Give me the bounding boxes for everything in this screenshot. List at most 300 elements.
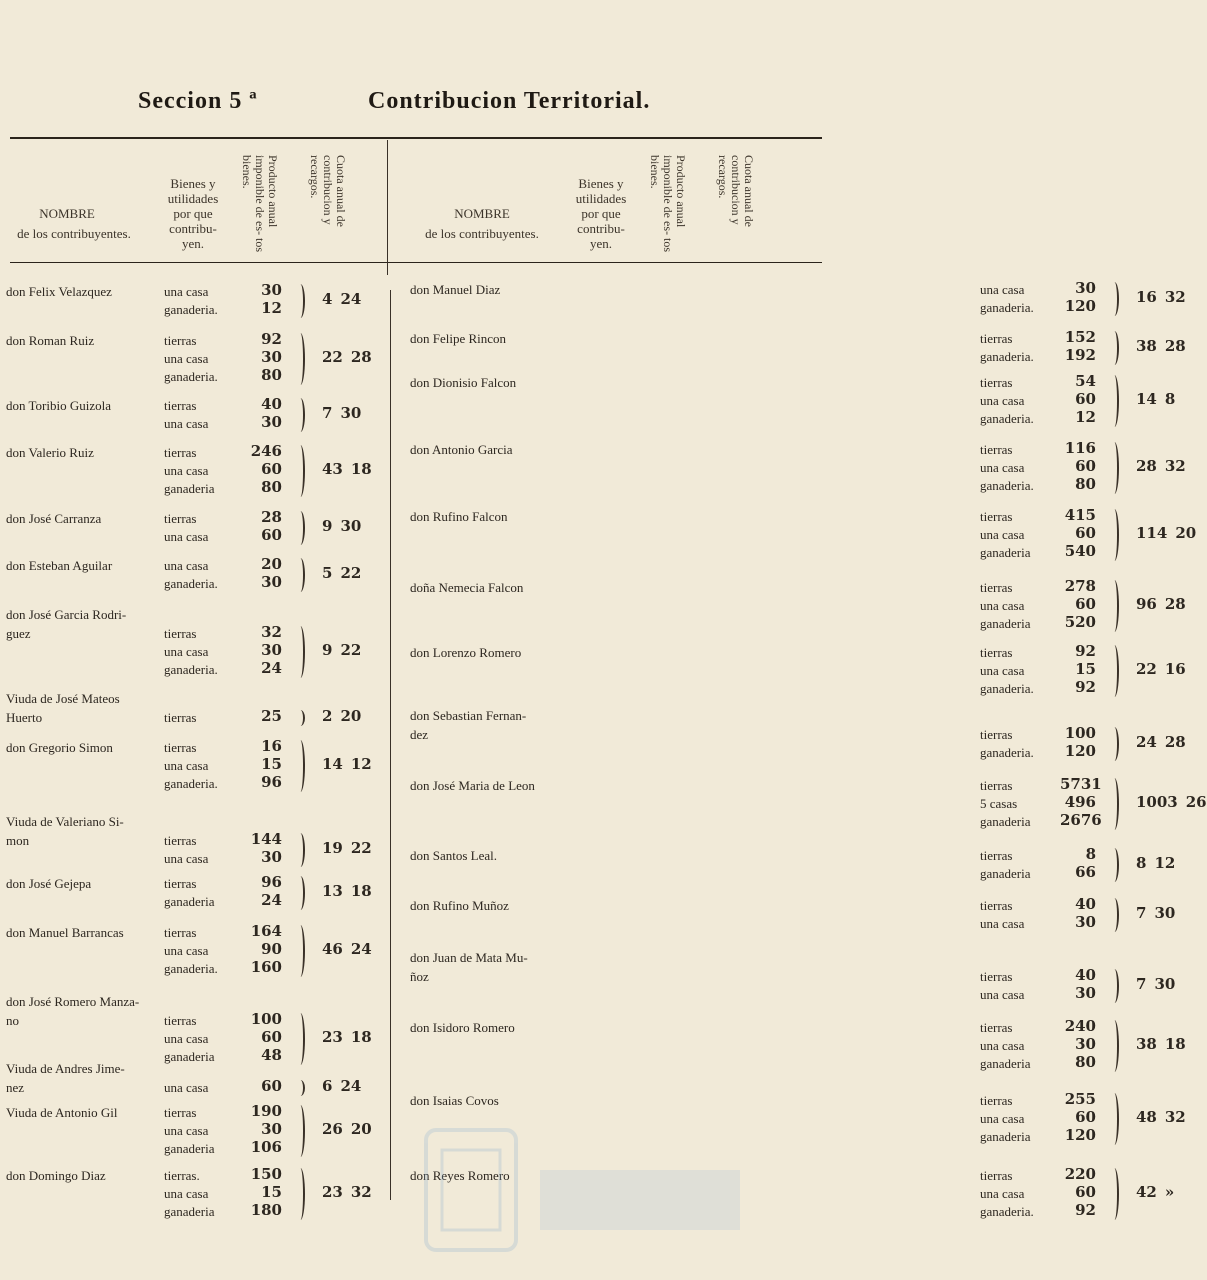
brace bbox=[296, 626, 305, 678]
cuota-cents: 32 bbox=[1164, 288, 1186, 306]
product-amount: 92 bbox=[1075, 678, 1096, 696]
cuota-pesos: 7 bbox=[1136, 975, 1147, 993]
cuota-cents: 12 bbox=[1154, 854, 1176, 872]
property-label: una casa bbox=[164, 529, 209, 544]
property-label: ganaderia. bbox=[164, 961, 218, 976]
brace bbox=[296, 1168, 305, 1220]
contributor-name: Viuda de Andres Jime- bbox=[6, 1061, 125, 1076]
property-label: una casa bbox=[980, 987, 1025, 1002]
product-amount: 152 bbox=[1064, 328, 1096, 346]
cuota-amount bbox=[322, 1028, 372, 1046]
cuota-cents: 22 bbox=[340, 564, 362, 582]
product-amount: 180 bbox=[250, 1201, 282, 1219]
product-amount: 8 bbox=[1085, 845, 1096, 863]
property-label: tierras bbox=[980, 375, 1013, 390]
cuota-cents: 30 bbox=[1154, 904, 1176, 922]
property-label: tierras bbox=[164, 333, 197, 348]
property-label: ganaderia bbox=[164, 1141, 215, 1156]
cuota-amount bbox=[322, 290, 361, 308]
product-amount: 278 bbox=[1064, 577, 1096, 595]
contributor-name: don Santos Leal. bbox=[410, 848, 498, 863]
property-label: tierras bbox=[980, 509, 1013, 524]
left-header-producto: Producto anual imponible de es- tos bienes. bbox=[240, 155, 280, 252]
property-label: tierras bbox=[164, 511, 197, 526]
cuota-pesos: 26 bbox=[322, 1120, 343, 1138]
contributor-name: don Rufino Muñoz bbox=[410, 898, 509, 913]
cuota-amount bbox=[322, 707, 361, 725]
cuota-cents: 12 bbox=[350, 755, 372, 773]
cuota-amount bbox=[1136, 660, 1186, 678]
cuota-amount bbox=[322, 839, 372, 857]
cuota-pesos: 2 bbox=[322, 707, 333, 725]
section-number: Seccion 5 ª bbox=[138, 88, 258, 114]
property-label: una casa bbox=[980, 1186, 1025, 1201]
property-label: ganaderia bbox=[164, 894, 215, 909]
property-label: una casa bbox=[164, 351, 209, 366]
column-divider bbox=[390, 290, 391, 1200]
cuota-pesos: 23 bbox=[322, 1028, 343, 1046]
brace bbox=[296, 1105, 305, 1157]
brace bbox=[1110, 1168, 1119, 1220]
contributor-name: don Rufino Falcon bbox=[410, 509, 508, 524]
property-label: una casa bbox=[980, 598, 1025, 613]
property-label: tierras bbox=[164, 1013, 197, 1028]
brace bbox=[296, 398, 305, 432]
contributor-name: don José Carranza bbox=[6, 511, 102, 526]
product-amount: 160 bbox=[250, 958, 282, 976]
cuota-pesos: 24 bbox=[1136, 733, 1157, 751]
cuota-amount bbox=[1136, 457, 1186, 475]
product-amount: 40 bbox=[1075, 895, 1096, 913]
contributor-name: don Isidoro Romero bbox=[410, 1020, 515, 1035]
product-amount: 80 bbox=[261, 366, 282, 384]
product-amount: 30 bbox=[261, 413, 282, 431]
property-label: ganaderia. bbox=[980, 300, 1034, 315]
cuota-cents: 20 bbox=[1175, 524, 1197, 542]
cuota-amount bbox=[322, 1120, 372, 1138]
property-label: una casa bbox=[980, 527, 1025, 542]
cuota-cents: 24 bbox=[350, 940, 372, 958]
property-label: ganaderia. bbox=[164, 576, 218, 591]
brace bbox=[1110, 645, 1119, 697]
cuota-amount bbox=[322, 1183, 372, 1201]
property-label: ganaderia. bbox=[164, 369, 218, 384]
property-label: una casa bbox=[980, 1111, 1025, 1126]
right-header-nombre: NOMBRE bbox=[454, 206, 510, 221]
cuota-amount bbox=[322, 882, 372, 900]
cuota-cents: 20 bbox=[350, 1120, 372, 1138]
brace bbox=[1110, 1093, 1119, 1145]
property-label: ganaderia bbox=[980, 616, 1031, 631]
contributor-name: don Juan de Mata Mu- bbox=[410, 950, 528, 965]
brace bbox=[296, 1013, 305, 1065]
cuota-amount bbox=[1136, 793, 1207, 811]
product-amount: 30 bbox=[1075, 279, 1096, 297]
property-label: una casa bbox=[980, 916, 1025, 931]
cuota-cents: 18 bbox=[350, 1028, 372, 1046]
property-label: una casa bbox=[164, 644, 209, 659]
cuota-pesos: 19 bbox=[322, 839, 343, 857]
cuota-cents: 32 bbox=[350, 1183, 372, 1201]
cuota-cents: 28 bbox=[1164, 733, 1186, 751]
property-label: ganaderia bbox=[980, 814, 1031, 829]
product-amount: 96 bbox=[261, 873, 282, 891]
property-label: tierras bbox=[164, 833, 197, 848]
library-watermark bbox=[420, 1110, 750, 1260]
left-header-de-los: de los contribuyentes. bbox=[17, 226, 131, 241]
cuota-amount bbox=[322, 404, 361, 422]
product-amount: 30 bbox=[261, 573, 282, 591]
cuota-amount bbox=[1136, 337, 1186, 355]
property-label: una casa bbox=[164, 416, 209, 431]
property-label: tierras bbox=[164, 398, 197, 413]
property-label: una casa bbox=[980, 282, 1025, 297]
cuota-pesos: 43 bbox=[322, 460, 343, 478]
product-amount: 2676 bbox=[1060, 811, 1102, 829]
product-amount: 96 bbox=[261, 773, 282, 791]
brace bbox=[1110, 848, 1119, 882]
section-heading: Contribucion Territorial. bbox=[368, 88, 651, 114]
right-header-cuota: Cuota anual de contribucion y recargos. bbox=[716, 155, 756, 227]
product-amount: 12 bbox=[261, 299, 282, 317]
property-label: tierras bbox=[980, 1168, 1013, 1183]
cuota-amount bbox=[1136, 390, 1175, 408]
product-amount: 116 bbox=[1064, 439, 1096, 457]
contributor-name: dez bbox=[410, 727, 429, 742]
cuota-cents: 28 bbox=[1164, 337, 1186, 355]
contributor-name: don Felipe Rincon bbox=[410, 331, 507, 346]
cuota-pesos: 1003 bbox=[1136, 793, 1178, 811]
brace bbox=[1110, 580, 1119, 632]
right-header-bienes: Bienes y utilidades por que contribu- yen. bbox=[575, 176, 627, 251]
product-amount: 120 bbox=[1064, 1126, 1096, 1144]
brace bbox=[1110, 442, 1119, 494]
contributor-name: Huerto bbox=[6, 710, 43, 725]
cuota-amount bbox=[1136, 1183, 1174, 1201]
contributor-name: don Sebastian Fernan- bbox=[410, 708, 527, 723]
header-rule bbox=[10, 262, 822, 263]
cuota-amount bbox=[322, 460, 372, 478]
cuota-amount bbox=[322, 1077, 361, 1095]
cuota-amount bbox=[1136, 595, 1186, 613]
property-label: ganaderia bbox=[164, 1204, 215, 1219]
property-label: una casa bbox=[164, 1031, 209, 1046]
brace bbox=[1110, 969, 1119, 1003]
product-amount: 40 bbox=[1075, 966, 1096, 984]
product-amount: 5731 bbox=[1060, 775, 1102, 793]
product-amount: 60 bbox=[1075, 595, 1096, 613]
property-label: una casa bbox=[164, 558, 209, 573]
cuota-amount bbox=[1136, 524, 1196, 542]
product-amount: 30 bbox=[1075, 913, 1096, 931]
property-label: tierras bbox=[980, 1093, 1013, 1108]
property-label: ganaderia. bbox=[980, 745, 1034, 760]
property-label: 5 casas bbox=[980, 796, 1018, 811]
property-label: tierras bbox=[980, 848, 1013, 863]
product-amount: 80 bbox=[261, 478, 282, 496]
property-label: ganaderia. bbox=[980, 349, 1034, 364]
product-amount: 15 bbox=[261, 1183, 282, 1201]
contributor-name: ñoz bbox=[410, 969, 429, 984]
property-label: una casa bbox=[164, 851, 209, 866]
brace bbox=[1110, 898, 1119, 932]
property-label: tierras bbox=[980, 898, 1013, 913]
contributor-name: don Toribio Guizola bbox=[6, 398, 112, 413]
brace bbox=[1110, 282, 1119, 316]
property-label: ganaderia. bbox=[980, 411, 1034, 426]
product-amount: 60 bbox=[1075, 1108, 1096, 1126]
cuota-amount bbox=[322, 755, 372, 773]
product-amount: 246 bbox=[250, 442, 282, 460]
product-amount: 60 bbox=[1075, 1183, 1096, 1201]
product-amount: 15 bbox=[261, 755, 282, 773]
left-header-nombre: NOMBRE bbox=[39, 206, 95, 221]
cuota-pesos: 9 bbox=[322, 641, 333, 659]
brace bbox=[296, 558, 305, 592]
product-amount: 30 bbox=[261, 348, 282, 366]
contributor-name: don Reyes Romero bbox=[410, 1168, 510, 1183]
brace bbox=[296, 710, 305, 726]
product-amount: 20 bbox=[261, 555, 282, 573]
product-amount: 80 bbox=[1075, 1053, 1096, 1071]
brace bbox=[296, 833, 305, 867]
property-label: ganaderia bbox=[980, 545, 1031, 560]
cuota-pesos: 96 bbox=[1136, 595, 1157, 613]
contributor-name: don José Romero Manza- bbox=[6, 994, 140, 1009]
left-header-bienes: Bienes y utilidades por que contribu- yen. bbox=[167, 176, 219, 251]
right-header-producto: Producto anual imponible de es- tos bienes. bbox=[648, 155, 688, 252]
cuota-pesos: 23 bbox=[322, 1183, 343, 1201]
property-label: tierras bbox=[980, 969, 1013, 984]
cuota-pesos: 46 bbox=[322, 940, 343, 958]
contributor-name: Viuda de Antonio Gil bbox=[6, 1105, 118, 1120]
cuota-pesos: 48 bbox=[1136, 1108, 1157, 1126]
brace bbox=[296, 1080, 305, 1096]
cuota-cents: » bbox=[1164, 1183, 1175, 1201]
contributor-name: don Gregorio Simon bbox=[6, 740, 113, 755]
cuota-pesos: 114 bbox=[1136, 524, 1168, 542]
cuota-pesos: 16 bbox=[1136, 288, 1157, 306]
cuota-pesos: 6 bbox=[322, 1077, 333, 1095]
property-label: tierras bbox=[164, 876, 197, 891]
product-amount: 16 bbox=[261, 737, 282, 755]
product-amount: 540 bbox=[1064, 542, 1096, 560]
cuota-pesos: 4 bbox=[322, 290, 333, 308]
product-amount: 92 bbox=[1075, 642, 1096, 660]
cuota-amount bbox=[1136, 733, 1186, 751]
product-amount: 24 bbox=[261, 891, 282, 909]
product-amount: 30 bbox=[261, 1120, 282, 1138]
brace bbox=[1110, 331, 1119, 365]
property-label: ganaderia. bbox=[980, 478, 1034, 493]
contributor-name: no bbox=[6, 1013, 19, 1028]
property-label: tierras bbox=[164, 1105, 197, 1120]
cuota-cents: 20 bbox=[340, 707, 362, 725]
product-amount: 240 bbox=[1064, 1017, 1096, 1035]
product-amount: 30 bbox=[261, 281, 282, 299]
cuota-cents: 24 bbox=[340, 1077, 362, 1095]
property-label: ganaderia. bbox=[164, 662, 218, 677]
product-amount: 120 bbox=[1064, 297, 1096, 315]
product-amount: 30 bbox=[1075, 1035, 1096, 1053]
brace bbox=[1110, 375, 1119, 427]
brace bbox=[296, 445, 305, 497]
product-amount: 192 bbox=[1064, 346, 1096, 364]
cuota-amount bbox=[322, 348, 372, 366]
product-amount: 60 bbox=[1075, 457, 1096, 475]
product-amount: 66 bbox=[1075, 863, 1096, 881]
cuota-amount bbox=[322, 940, 372, 958]
cuota-cents: 28 bbox=[350, 348, 372, 366]
contributor-name: don Manuel Barrancas bbox=[6, 925, 124, 940]
cuota-cents: 28 bbox=[1164, 595, 1186, 613]
property-label: tierras bbox=[164, 626, 197, 641]
property-label: una casa bbox=[980, 663, 1025, 678]
brace bbox=[296, 876, 305, 910]
property-label: ganaderia. bbox=[164, 302, 218, 317]
column-divider-header bbox=[387, 140, 388, 275]
property-label: tierras bbox=[164, 740, 197, 755]
cuota-pesos: 14 bbox=[1136, 390, 1157, 408]
brace bbox=[296, 925, 305, 977]
contributor-name: mon bbox=[6, 833, 30, 848]
cuota-cents: 30 bbox=[340, 517, 362, 535]
property-label: ganaderia bbox=[980, 1056, 1031, 1071]
cuota-cents: 30 bbox=[340, 404, 362, 422]
contributor-name: don Antonio Garcia bbox=[410, 442, 513, 457]
cuota-pesos: 28 bbox=[1136, 457, 1157, 475]
cuota-cents: 24 bbox=[340, 290, 362, 308]
product-amount: 28 bbox=[261, 508, 282, 526]
cuota-pesos: 7 bbox=[1136, 904, 1147, 922]
product-amount: 100 bbox=[250, 1010, 282, 1028]
product-amount: 80 bbox=[1075, 475, 1096, 493]
product-amount: 150 bbox=[250, 1165, 282, 1183]
product-amount: 48 bbox=[261, 1046, 282, 1064]
product-amount: 12 bbox=[1075, 408, 1096, 426]
brace bbox=[1110, 1020, 1119, 1072]
cuota-pesos: 14 bbox=[322, 755, 343, 773]
contributor-name: Viuda de Valeriano Si- bbox=[6, 814, 124, 829]
property-label: ganaderia. bbox=[164, 776, 218, 791]
brace bbox=[1110, 778, 1119, 830]
product-amount: 220 bbox=[1064, 1165, 1096, 1183]
product-amount: 60 bbox=[261, 1028, 282, 1046]
property-label: tierras bbox=[980, 442, 1013, 457]
product-amount: 520 bbox=[1064, 613, 1096, 631]
brace bbox=[296, 284, 305, 318]
product-amount: 106 bbox=[250, 1138, 282, 1156]
property-label: ganaderia bbox=[164, 1049, 215, 1064]
cuota-pesos: 13 bbox=[322, 882, 343, 900]
property-label: tierras bbox=[980, 645, 1013, 660]
contributor-name: nez bbox=[6, 1080, 25, 1095]
product-amount: 60 bbox=[1075, 524, 1096, 542]
contributor-name: don Manuel Diaz bbox=[410, 282, 501, 297]
product-amount: 30 bbox=[261, 848, 282, 866]
product-amount: 496 bbox=[1064, 793, 1096, 811]
cuota-cents: 30 bbox=[1154, 975, 1176, 993]
cuota-cents: 18 bbox=[350, 460, 372, 478]
cuota-amount bbox=[1136, 288, 1186, 306]
cuota-pesos: 38 bbox=[1136, 1035, 1157, 1053]
cuota-cents: 32 bbox=[1164, 457, 1186, 475]
property-label: una casa bbox=[980, 393, 1025, 408]
contributor-name: don José Maria de Leon bbox=[410, 778, 535, 793]
cuota-pesos: 7 bbox=[322, 404, 333, 422]
property-label: tierras bbox=[980, 580, 1013, 595]
cuota-amount bbox=[1136, 904, 1175, 922]
product-amount: 60 bbox=[1075, 390, 1096, 408]
product-amount: 60 bbox=[261, 460, 282, 478]
cuota-cents: 22 bbox=[340, 641, 362, 659]
top-rule bbox=[10, 137, 822, 139]
brace bbox=[296, 511, 305, 545]
property-label: ganaderia bbox=[980, 1129, 1031, 1144]
product-amount: 15 bbox=[1075, 660, 1096, 678]
property-label: ganaderia. bbox=[980, 681, 1034, 696]
product-amount: 24 bbox=[261, 659, 282, 677]
property-label: tierras bbox=[164, 710, 197, 725]
cuota-cents: 8 bbox=[1164, 390, 1176, 408]
contributor-name: don Roman Ruiz bbox=[6, 333, 95, 348]
product-amount: 25 bbox=[261, 707, 282, 725]
cuota-pesos: 8 bbox=[1136, 854, 1147, 872]
product-amount: 90 bbox=[261, 940, 282, 958]
property-label: una casa bbox=[164, 1186, 209, 1201]
contributor-name: Viuda de José Mateos bbox=[6, 691, 120, 706]
product-amount: 54 bbox=[1075, 372, 1096, 390]
product-amount: 30 bbox=[1075, 984, 1096, 1002]
contributor-name: don Isaias Covos bbox=[410, 1093, 499, 1108]
left-header-cuota: Cuota anual de contribucion y recargos. bbox=[308, 155, 348, 227]
contributor-name: doña Nemecia Falcon bbox=[410, 580, 524, 595]
cuota-amount bbox=[1136, 975, 1175, 993]
property-label: una casa bbox=[164, 1080, 209, 1095]
property-label: tierras bbox=[980, 727, 1013, 742]
property-label: ganaderia. bbox=[980, 1204, 1034, 1219]
contributor-name: don José Gejepa bbox=[6, 876, 92, 891]
property-label: tierras bbox=[980, 1020, 1013, 1035]
product-amount: 60 bbox=[261, 1077, 282, 1095]
product-amount: 100 bbox=[1064, 724, 1096, 742]
brace bbox=[296, 333, 305, 385]
brace bbox=[1110, 727, 1119, 761]
product-amount: 30 bbox=[261, 641, 282, 659]
contributor-name: don Valerio Ruiz bbox=[6, 445, 94, 460]
property-label: tierras bbox=[980, 778, 1013, 793]
contributor-name: don Felix Velazquez bbox=[6, 284, 112, 299]
cuota-amount bbox=[1136, 1035, 1186, 1053]
cuota-amount bbox=[322, 641, 361, 659]
product-amount: 255 bbox=[1064, 1090, 1096, 1108]
property-label: una casa bbox=[164, 1123, 209, 1138]
product-amount: 32 bbox=[261, 623, 282, 641]
contributor-name: don Lorenzo Romero bbox=[410, 645, 522, 660]
product-amount: 40 bbox=[261, 395, 282, 413]
right-header-de-los: de los contribuyentes. bbox=[425, 226, 539, 241]
product-amount: 92 bbox=[261, 330, 282, 348]
cuota-amount bbox=[1136, 854, 1175, 872]
cuota-cents: 18 bbox=[350, 882, 372, 900]
product-amount: 144 bbox=[250, 830, 282, 848]
property-label: ganaderia bbox=[164, 481, 215, 496]
property-label: tierras bbox=[164, 925, 197, 940]
contributor-name: guez bbox=[6, 626, 31, 641]
property-label: una casa bbox=[164, 943, 209, 958]
contributor-name: don José Garcia Rodri- bbox=[6, 607, 127, 622]
property-label: ganaderia bbox=[980, 866, 1031, 881]
